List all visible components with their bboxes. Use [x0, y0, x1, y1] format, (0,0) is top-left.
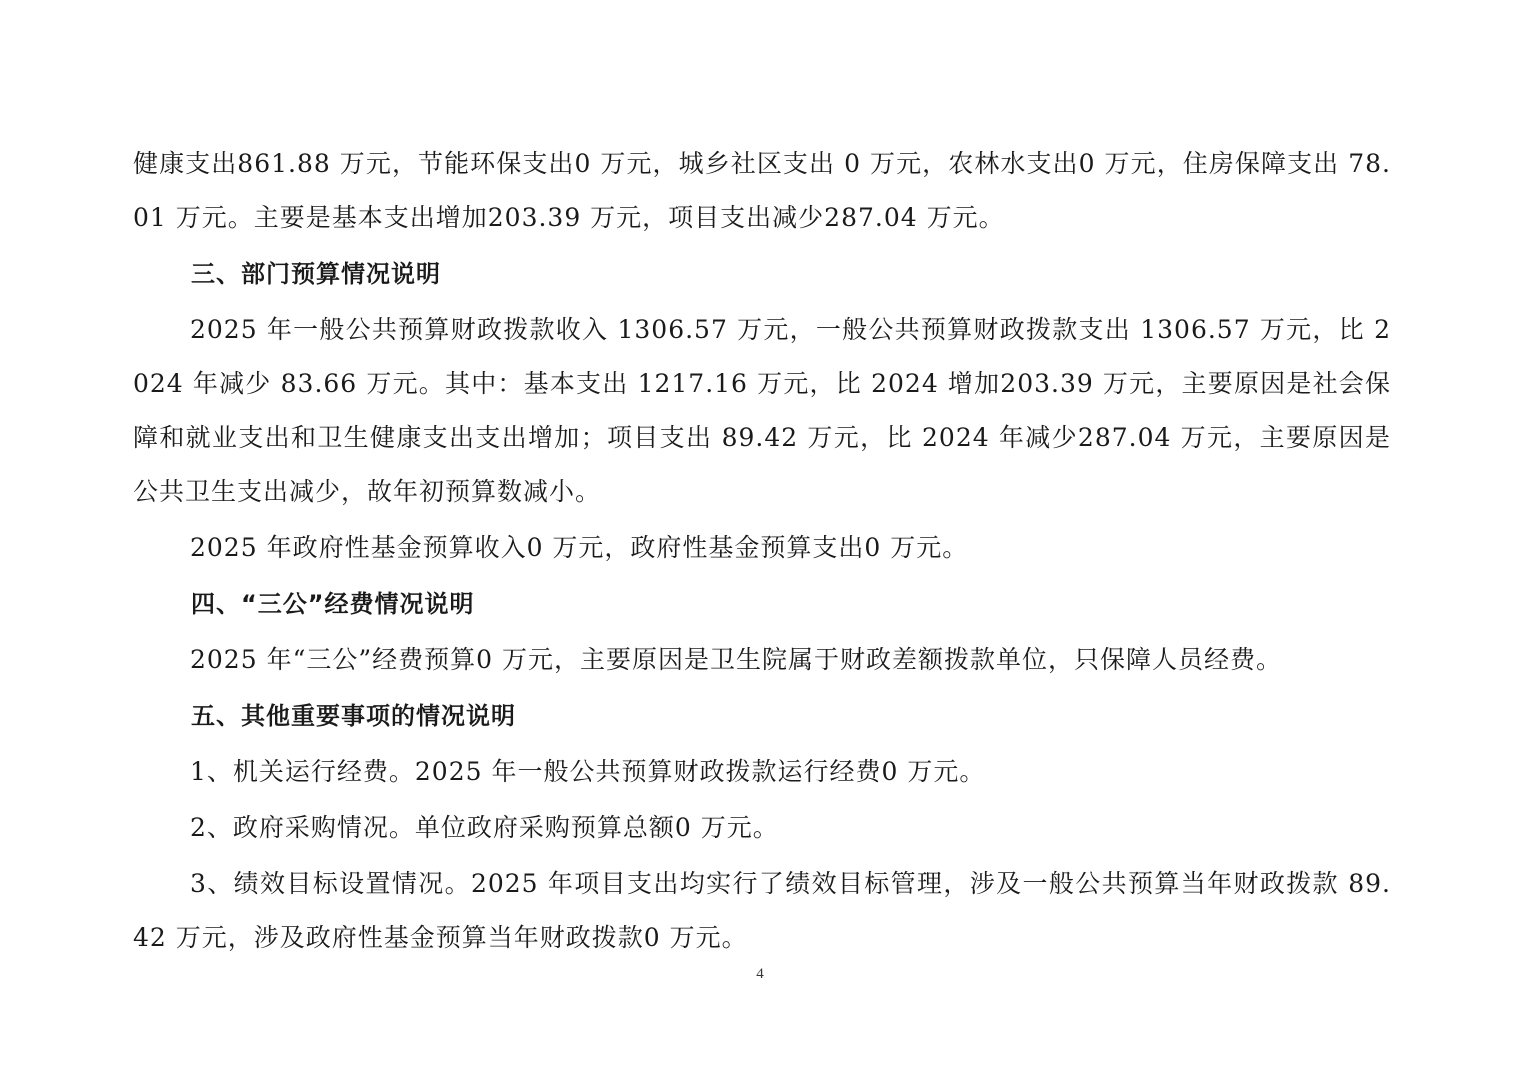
page-number: 4	[756, 966, 764, 982]
section-heading-other-matters: 五、其他重要事项的情况说明	[191, 702, 516, 730]
list-item-government-procurement: 2、政府采购情况。单位政府采购预算总额0 万元。	[190, 813, 779, 842]
paragraph-general-public-budget: 2025 年一般公共预算财政拨款收入 1306.57 万元，一般公共预算财政拨款支出 1306.57 万元，比 2024 年减少 83.66 万元。其中：基本支出 1217.16 万元，比 2024 增加203.39 万元，主要原因是社会保障和就业支出和卫生健康支出支出增加；项目支出 89.42 万元，比 2024 年减少287.04 万元，主要原因是公共卫生支出减少，故年初预算数减小。	[133, 315, 1391, 506]
list-item-performance-targets: 3、绩效目标设置情况。2025 年项目支出均实行了绩效目标管理，涉及一般公共预算当年财政拨款 89.42 万元，涉及政府性基金预算当年财政拨款0 万元。	[133, 869, 1391, 952]
document-body	[133, 137, 1391, 967]
section-heading-three-public-expenses: 四、“三公”经费情况说明	[191, 590, 475, 618]
list-item-operating-expenses: 1、机关运行经费。2025 年一般公共预算财政拨款运行经费0 万元。	[190, 757, 986, 786]
paragraph-government-fund-budget: 2025 年政府性基金预算收入0 万元，政府性基金预算支出0 万元。	[190, 533, 969, 562]
section-heading-department-budget: 三、部门预算情况说明	[191, 260, 441, 288]
paragraph-three-public-expenses: 2025 年“三公”经费预算0 万元，主要原因是卫生院属于财政差额拨款单位，只保障人员经费。	[190, 645, 1282, 674]
paragraph-health-expenditure-continued: 健康支出861.88 万元，节能环保支出0 万元，城乡社区支出 0 万元，农林水支出0 万元，住房保障支出 78.01 万元。主要是基本支出增加203.39 万元，项目支出减少287.04 万元。	[133, 149, 1391, 232]
